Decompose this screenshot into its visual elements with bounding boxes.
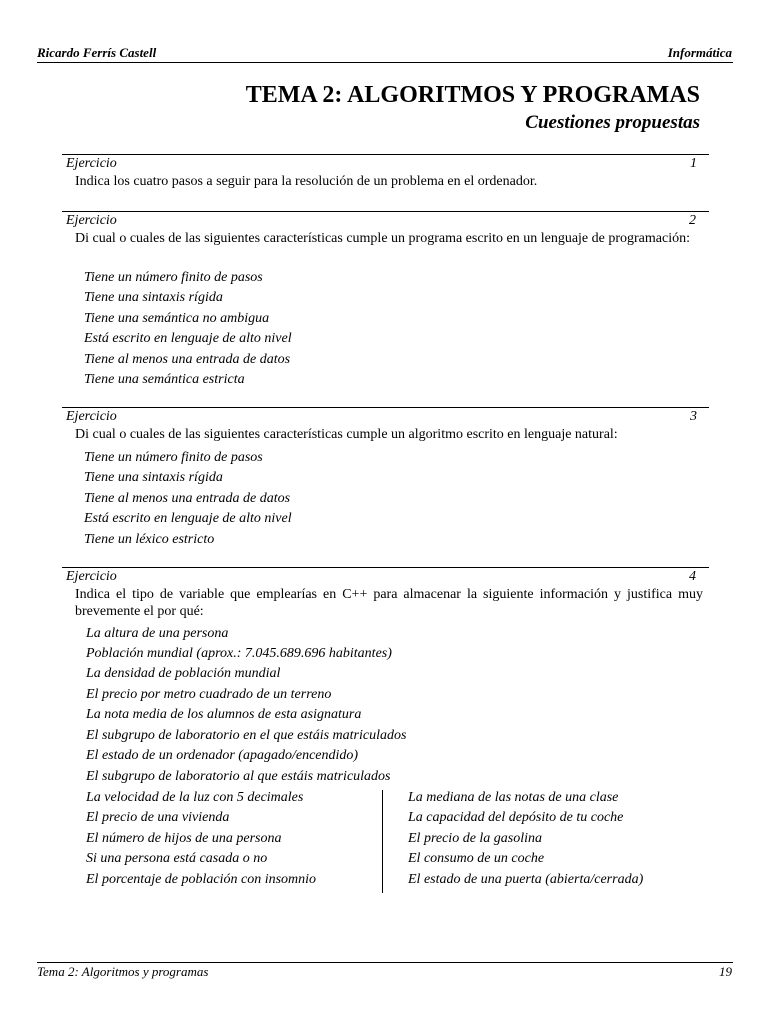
page-title: TEMA 2: ALGORITMOS Y PROGRAMAS: [245, 82, 700, 108]
exercise-2-label: Ejercicio: [66, 213, 117, 228]
list-item: Población mundial (aprox.: 7.045.689.696 habitantes): [86, 646, 392, 661]
right-column-item: La capacidad del depósito de tu coche: [408, 810, 624, 825]
list-item: Tiene una semántica estricta: [84, 372, 245, 387]
exercise-1-question: Indica los cuatro pasos a seguir para la resolución de un problema en el ordenador.: [75, 174, 538, 189]
column-divider: [382, 790, 383, 893]
exercise-4-label: Ejercicio: [66, 569, 117, 584]
list-item: Tiene un número finito de pasos: [84, 450, 263, 465]
footer-rule: [37, 962, 733, 963]
list-item: Tiene un léxico estricto: [84, 532, 215, 547]
footer-title: Tema 2: Algoritmos y programas: [37, 964, 209, 979]
exercise-1-number: 1: [690, 156, 697, 171]
left-column-item: Si una persona está casada o no: [86, 851, 268, 866]
list-item: La nota media de los alumnos de esta asignatura: [86, 707, 362, 722]
exercise-4-question: Indica el tipo de variable que emplearías en C++ para almacenar la siguiente información y justifica muy brevemente el por qué:: [75, 587, 703, 619]
list-item: La altura de una persona: [86, 626, 229, 641]
list-item: Tiene al menos una entrada de datos: [84, 491, 291, 506]
exercise-2-number: 2: [689, 213, 696, 228]
exercise-2-rule: [62, 211, 709, 212]
right-column-item: El precio de la gasolina: [408, 831, 543, 846]
left-column-item: La velocidad de la luz con 5 decimales: [86, 790, 304, 805]
list-item: Está escrito en lenguaje de alto nivel: [84, 331, 292, 346]
exercise-2-question: Di cual o cuales de las siguientes características cumple un programa escrito en un lenguaje de programación:: [75, 231, 690, 246]
exercise-3-number: 3: [690, 409, 697, 424]
page-subtitle: Cuestiones propuestas: [525, 112, 700, 133]
exercise-4-rule: [62, 567, 709, 568]
exercise-1-rule: [62, 154, 709, 155]
list-item: Tiene un número finito de pasos: [84, 270, 263, 285]
left-column-item: El precio de una vivienda: [86, 810, 230, 825]
header-author: Ricardo Ferrís Castell: [37, 45, 157, 60]
list-item: El estado de un ordenador (apagado/encendido): [86, 748, 359, 763]
list-item: El subgrupo de laboratorio al que estáis matriculados: [86, 769, 391, 784]
header-rule: [37, 62, 733, 63]
exercise-4-number: 4: [689, 569, 696, 584]
left-column-item: El porcentaje de población con insomnio: [86, 872, 317, 887]
page-number: 19: [719, 964, 732, 979]
list-item: Tiene una sintaxis rígida: [84, 290, 223, 305]
left-column-item: El número de hijos de una persona: [86, 831, 282, 846]
exercise-3-question: Di cual o cuales de las siguientes características cumple un algoritmo escrito en lenguaje natural:: [75, 427, 618, 442]
exercise-3-rule: [62, 407, 709, 408]
right-column-item: La mediana de las notas de una clase: [408, 790, 619, 805]
list-item: La densidad de población mundial: [86, 666, 281, 681]
list-item: Tiene una semántica no ambigua: [84, 311, 270, 326]
exercise-3-label: Ejercicio: [66, 409, 117, 424]
exercise-1-label: Ejercicio: [66, 156, 117, 171]
right-column-item: El estado de una puerta (abierta/cerrada): [408, 872, 644, 887]
header-subject: Informática: [667, 45, 732, 60]
list-item: Tiene una sintaxis rígida: [84, 470, 223, 485]
list-item: Está escrito en lenguaje de alto nivel: [84, 511, 292, 526]
list-item: El precio por metro cuadrado de un terreno: [86, 687, 332, 702]
list-item: El subgrupo de laboratorio en el que estáis matriculados: [86, 728, 407, 743]
right-column-item: El consumo de un coche: [408, 851, 545, 866]
list-item: Tiene al menos una entrada de datos: [84, 352, 291, 367]
